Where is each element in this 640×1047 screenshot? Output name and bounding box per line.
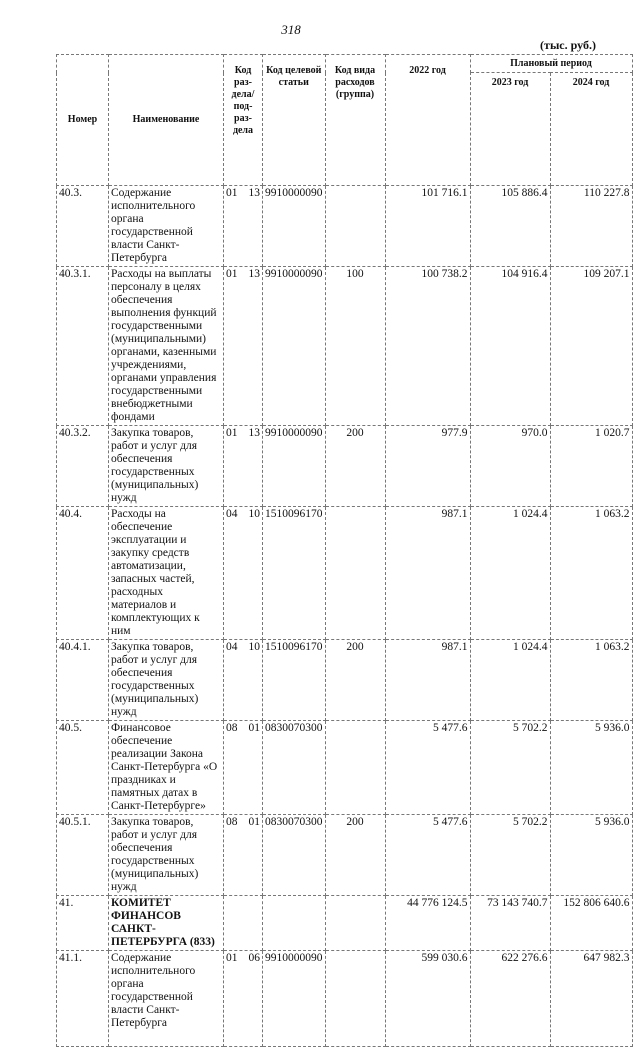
header-number: Номер (57, 55, 109, 186)
row-number: 40.5.1. (57, 815, 109, 896)
row-number: 40.5. (57, 721, 109, 815)
header-section: Код раз-дела/ под-раз-дела (224, 55, 263, 186)
row-number: 41. (57, 896, 109, 951)
row-subsection: 10 (248, 508, 260, 520)
row-subsection: 13 (248, 268, 260, 280)
budget-table (56, 54, 633, 1047)
row-name: Содержание исполнительного органа государственной власти Санкт-Петербурга (109, 951, 224, 1047)
header-2024: 2024 год (550, 73, 632, 186)
row-value-2023: 5 702.2 (470, 721, 550, 815)
page-number: 318 (281, 22, 301, 37)
row-target-code: 9910000090 (263, 426, 326, 507)
row-section: 01 (226, 427, 238, 439)
row-value-2024: 1 063.2 (550, 640, 632, 721)
row-value-2022: 977.9 (385, 426, 470, 507)
row-value-2022: 5 477.6 (385, 721, 470, 815)
row-section-code (224, 951, 263, 1047)
row-value-2023: 1 024.4 (470, 507, 550, 640)
row-section: 04 (226, 641, 238, 653)
row-section-code (224, 640, 263, 721)
row-name: Расходы на обеспечение эксплуатации и закупку средств автоматизации, запасных частей, расходных материалов и комплектующих к ним (109, 507, 224, 640)
row-value-2023: 105 886.4 (470, 186, 550, 267)
row-name: Закупка товаров, работ и услуг для обеспечения государственных (муниципальных) нужд (109, 815, 224, 896)
row-value-2024: 5 936.0 (550, 815, 632, 896)
header-expense: Код вида расходов (группа) (325, 55, 385, 186)
units-label: (тыс. руб.) (540, 38, 596, 52)
row-value-2023: 5 702.2 (470, 815, 550, 896)
row-section-code (224, 721, 263, 815)
row-target-code: 1510096170 (263, 640, 326, 721)
row-section-code (224, 426, 263, 507)
row-target-code (263, 896, 326, 951)
row-section: 08 (226, 722, 238, 734)
row-expense-code: 200 (325, 426, 385, 507)
row-value-2024: 109 207.1 (550, 267, 632, 426)
header-2023: 2023 год (470, 73, 550, 186)
row-number: 40.4.1. (57, 640, 109, 721)
row-number: 41.1. (57, 951, 109, 1047)
row-name: КОМИТЕТ ФИНАНСОВ САНКТ-ПЕТЕРБУРГА (833) (109, 896, 224, 951)
row-target-code: 0830070300 (263, 721, 326, 815)
row-number: 40.3.1. (57, 267, 109, 426)
row-number: 40.3.2. (57, 426, 109, 507)
row-value-2022: 100 738.2 (385, 267, 470, 426)
row-value-2022: 599 030.6 (385, 951, 470, 1047)
row-value-2024: 110 227.8 (550, 186, 632, 267)
table-row (57, 267, 633, 426)
row-section-code (224, 186, 263, 267)
row-value-2024: 5 936.0 (550, 721, 632, 815)
row-expense-code: 200 (325, 640, 385, 721)
row-section: 08 (226, 816, 238, 828)
row-expense-code (325, 721, 385, 815)
row-value-2022: 5 477.6 (385, 815, 470, 896)
row-value-2024: 152 806 640.6 (550, 896, 632, 951)
row-subsection: 06 (248, 952, 260, 964)
row-value-2022: 987.1 (385, 640, 470, 721)
row-section-code (224, 267, 263, 426)
header-2022: 2022 год (385, 55, 470, 186)
table-row (57, 186, 633, 267)
row-section: 01 (226, 952, 238, 964)
table-row (57, 640, 633, 721)
table-row (57, 426, 633, 507)
table-row (57, 951, 633, 1047)
row-name: Закупка товаров, работ и услуг для обеспечения государственных (муниципальных) нужд (109, 426, 224, 507)
row-section: 01 (226, 268, 238, 280)
header-planned-period: Плановый период (470, 55, 632, 73)
row-value-2024: 647 982.3 (550, 951, 632, 1047)
row-value-2023: 1 024.4 (470, 640, 550, 721)
row-subsection: 01 (248, 722, 260, 734)
header-target: Код целевой статьи (263, 55, 326, 186)
row-value-2023: 104 916.4 (470, 267, 550, 426)
row-name: Закупка товаров, работ и услуг для обеспечения государственных (муниципальных) нужд (109, 640, 224, 721)
row-expense-code (325, 507, 385, 640)
row-name: Расходы на выплаты персоналу в целях обеспечения выполнения функций государственными (муниципальными) органами, казенными учреждениями, органами управления государственными внебюджетными фондами (109, 267, 224, 426)
row-value-2023: 73 143 740.7 (470, 896, 550, 951)
table-row (57, 507, 633, 640)
row-number: 40.3. (57, 186, 109, 267)
row-expense-code (325, 896, 385, 951)
table-row (57, 896, 633, 951)
row-target-code: 9910000090 (263, 267, 326, 426)
row-value-2023: 970.0 (470, 426, 550, 507)
row-expense-code: 100 (325, 267, 385, 426)
row-target-code: 9910000090 (263, 186, 326, 267)
row-section-code (224, 507, 263, 640)
row-section-code (224, 896, 263, 951)
row-value-2022: 101 716.1 (385, 186, 470, 267)
row-value-2024: 1 063.2 (550, 507, 632, 640)
row-name: Содержание исполнительного органа государственной власти Санкт-Петербурга (109, 186, 224, 267)
row-value-2023: 622 276.6 (470, 951, 550, 1047)
table-row (57, 815, 633, 896)
row-value-2022: 44 776 124.5 (385, 896, 470, 951)
row-value-2024: 1 020.7 (550, 426, 632, 507)
row-expense-code (325, 186, 385, 267)
row-target-code: 0830070300 (263, 815, 326, 896)
header-row-1 (57, 55, 633, 73)
row-number: 40.4. (57, 507, 109, 640)
row-target-code: 1510096170 (263, 507, 326, 640)
row-section: 01 (226, 187, 238, 199)
table-row (57, 721, 633, 815)
row-name: Финансовое обеспечение реализации Закона Санкт-Петербурга «О праздниках и памятных датах в Санкт-Петербурге» (109, 721, 224, 815)
row-subsection: 10 (248, 641, 260, 653)
row-subsection: 01 (248, 816, 260, 828)
row-expense-code (325, 951, 385, 1047)
row-expense-code: 200 (325, 815, 385, 896)
row-subsection: 13 (248, 187, 260, 199)
row-section-code (224, 815, 263, 896)
header-name: Наименование (109, 55, 224, 186)
row-target-code: 9910000090 (263, 951, 326, 1047)
row-subsection: 13 (248, 427, 260, 439)
row-section: 04 (226, 508, 238, 520)
row-value-2022: 987.1 (385, 507, 470, 640)
